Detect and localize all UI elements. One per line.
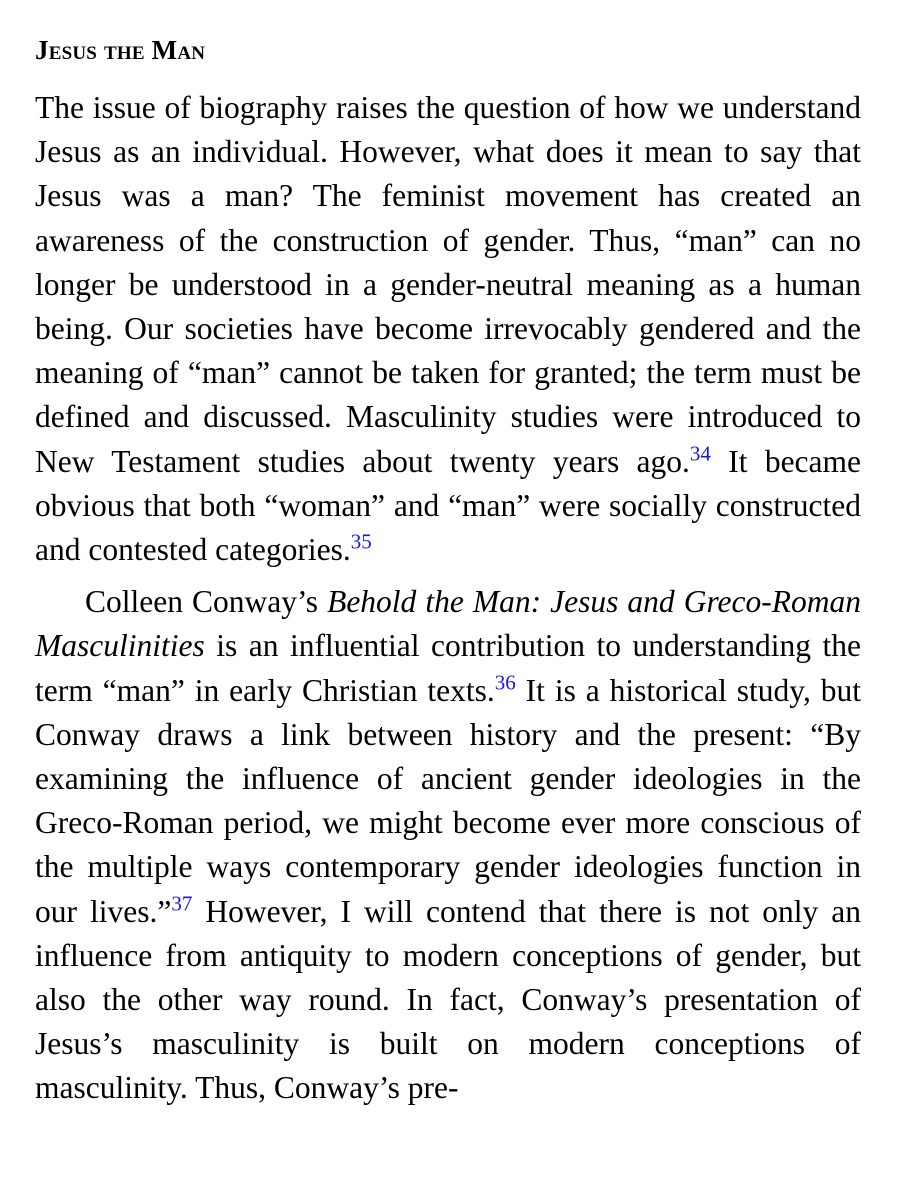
paragraph-2-text-a: Colleen Conway’s (85, 584, 328, 620)
footnote-ref-36[interactable]: 36 (494, 670, 516, 695)
book-title: Behold the Man: Jesus and Greco-Roman Masculinities (35, 584, 861, 664)
paragraph-2-text-b: is an influential contribution to understanding the term “man” in early Christian texts. (35, 628, 861, 708)
footnote-ref-35[interactable]: 35 (350, 529, 372, 554)
footnote-ref-34[interactable]: 34 (689, 441, 711, 466)
paragraph-2-text-d: However, I will contend that there is not only an influence from antiquity to modern conceptions of gender, but also the other way round. In fact, Conway’s presentation of Jesus’s masculinity is built on modern conceptions of masculinity. Thus, Conway’s pre- (35, 893, 861, 1106)
paragraph-1 (35, 86, 861, 572)
paragraph-2-text-c: It is a historical study, but Conway draws a link between history and the present: “By examining the influence of ancient gender ideologies in the Greco-Roman period, we might become ever more conscious of the multiple ways contemporary gender ideologies function in our lives.” (35, 672, 861, 929)
footnote-ref-37[interactable]: 37 (171, 891, 193, 916)
document-page (35, 22, 861, 1111)
paragraph-2 (35, 580, 861, 1110)
paragraph-1-text-a: The issue of biography raises the question of how we understand Jesus as an individual. However, what does it mean to say that Jesus was a man? The feminist movement has created an awareness of the construction of gender. Thus, “man” can no longer be understood in a gender-neutral meaning as a human being. Our societies have become irrevocably gendered and the meaning of “man” cannot be taken for granted; the term must be defined and discussed. Masculinity studies were introduced to New Testament studies about twenty years ago. (35, 90, 861, 479)
paragraph-1-text-b: It became obvious that both “woman” and “man” were socially constructed and contested categories. (35, 443, 861, 568)
section-heading: Jesus the Man (35, 35, 206, 65)
